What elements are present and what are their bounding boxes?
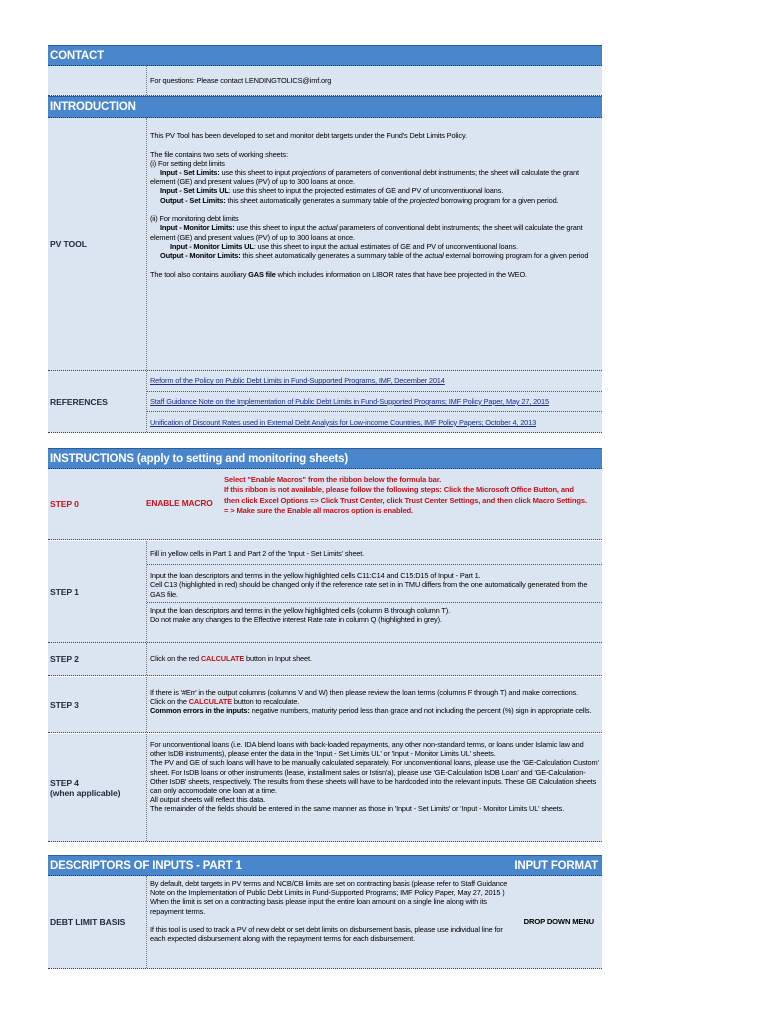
intro-monitor-ul: Input - Monitor Limits UL: use this sheet to input the actual estimates of GE and PV of unconventiuonal loans. [170,241,518,251]
contact-label-cell [48,66,146,95]
pv-tool-label: PV TOOL [50,239,87,249]
references-row [48,371,602,433]
instructions-header-text: INSTRUCTIONS (apply to setting and monitoring sheets) [50,452,348,465]
step2-row [48,643,602,676]
step0-content [146,469,602,539]
introduction-header-text: INTRODUCTION [50,101,136,113]
step1-part3: Input the loan descriptors and terms in the yellow highlighted cells (column B through column T). Do not make any changes to the Effective interest Rate rate in column Q (highlighted in grey). [150,605,450,625]
step4-row [48,734,602,842]
input-format-header: INPUT FORMAT [514,859,598,872]
references-label: REFERENCES [50,396,108,407]
contact-row [48,66,602,96]
descriptors-header-text: DESCRIPTORS OF INPUTS - PART 1 [50,859,242,872]
pv-tool-description [146,118,602,370]
step2-label: STEP 2 [50,654,79,664]
step3-row [48,677,602,733]
step0-text: Select "Enable Macros" from the ribbon below the formula bar. If this ribbon is not available, please follow the following steps: Click the Microsoft Office Button, and then click Excel Options => Click Trust Center, click Trust Center Settings, and then click Macro Settings. = > Make sure the Enable all macros option is enabled. [224,475,587,516]
step2-text: Click on the red CALCULATE button in Input sheet. [146,643,602,675]
debt-limit-text: By default, debt targets in PV terms and NCB/CB limits are set on contracting basis (please refer to Staff Guidance Note on the Implementation of Public Debt Limits in Fund-Supported Programs; IMF Policy Paper, May 27, 2015 ) When the limit is set on a contracting basis please input the entire loan amount on a single line along with its repayment terms. If this tool is used to track a PV of new debt or set debt limits on disbursement basis, please use individual line for each expected disbursement along with the repayment terms for each disbursement. [150,879,508,944]
step4-label: STEP 4 (when applicable) [50,777,121,798]
reference-item[interactable]: Reform of the Policy on Public Debt Limits in Fund-Supported Programs, IMF, December 2014 [147,371,602,392]
intro-set-limits-ul: Input - Set Limits UL: use this sheet to input the projected estimates of GE and PV of unconventiuonal loans. [160,186,504,196]
intro-set-limits: Input - Set Limits: use this sheet to input projections of parameters of conventional debt instruments; the sheet will calculate the grant element (GE) and present values (PV) of up to 300 loans at once. [150,168,579,187]
references-list [146,371,602,432]
contact-header-text: CONTACT [50,49,104,62]
intro-p3: (ii) For monitoring debt limits [150,214,239,224]
step3-text: If there is '#Err' in the output columns (columns V and W) then please review the loan terms (columns F through T) and make corrections. Click on the CALCULATE button to recalculate. Common errors in the inputs: negative numbers, maturity period less than grace and not including the percent (%) sign in appropriate cells. [146,677,602,732]
step1-label: STEP 1 [50,586,79,597]
step1-part1: Fill in yellow cells in Part 1 and Part 2 of the 'Input - Set Limits' sheet. [147,541,602,565]
contact-text: For questions: Please contact LENDINGTOLICS@imf.org [146,66,602,95]
step1-row [48,541,602,643]
intro-monitor: Input - Monitor Limits: use this sheet to input the actual parameters of conventional debt instruments; the sheet will calculate the grant element (GE) and present values (PV) of up to 300 loans at once. [150,223,583,242]
debt-limit-content [146,876,602,968]
intro-p2b: (i) For setting debt limits [150,158,225,168]
intro-p1: This PV Tool has been developed to set and monitor debt targets under the Fund's Debt Limits Policy. [150,131,467,140]
reference-item[interactable]: Unification of Discount Rates used in External Debt Analysis for Low-income Countries, IMF Policy Papers; October 4, 2013 [150,417,537,427]
instructions-header [48,448,602,469]
pv-tool-row [48,118,602,371]
descriptors-header [48,855,602,876]
step0-row [48,469,602,540]
enable-macro-label: ENABLE MACRO [146,498,213,509]
step3-label: STEP 3 [50,699,79,710]
debt-limit-row [48,876,602,969]
step1-content [146,541,602,642]
drop-down-menu-format[interactable]: DROP DOWN MENU [523,917,594,927]
contact-header [48,45,602,66]
intro-p4: The tool also contains auxiliary GAS file which includes information on LIBOR rates that have bee projected in the WEO. [150,269,527,279]
step4-text: For unconventional loans (i.e. IDA blend loans with back-loaded repayments, any other non-standard terms, or loans under Islamic law and other IsDB instruments), please enter the data in the 'Input - Set Limits UL' or 'Input - Monitor Limits UL' sheets. The PV and GE of such loans will have to be manually calculated separately. For unconventional loans, please use the 'GE-Calculation Custom' sheet. For IsDB loans or other instruments (lease, installment sales or Istisn'a), please use 'GE-Calculation IsDB Loan' and 'GE-Calculation-Other IsDB' sheets, respectively. The results from these sheets will have to be hardcoded into the relevant inputs. These GE Calculation sheets can only accomodate one loan at a time. All output sheets will reflect this data. The remainder of the fields should be entered in the same manner as those in 'Input - Set Limits' or 'Input - Monitor Limits UL' sheets. [146,734,602,841]
step1-part2: Input the loan descriptors and terms in the yellow highlighted cells C11:C14 and C15:D15 of Input - Part 1. Cell C13 (highlighted in red) should be changed only if the reference rate set in in TMU differs from the one automatically generated from the GAS file. [147,565,602,603]
intro-output-set: Output - Set Limits: this sheet automatically generates a summary table of the projected borrowing program for a given period. [160,195,559,205]
intro-output-monitor: Output - Monitor Limits: this sheet automatically generates a summary table of the actual external borrowing program for a given period [160,251,589,261]
debt-limit-label: DEBT LIMIT BASIS [50,917,126,927]
introduction-header [48,96,602,118]
intro-p2a: The file contains two sets of working sheets: [150,149,288,159]
reference-item[interactable]: Staff Guidance Note on the Implementation of Public Debt Limits in Fund-Supported Programs; IMF Policy Paper, May 27, 2015 [147,392,602,413]
step0-label: STEP 0 [50,499,79,509]
